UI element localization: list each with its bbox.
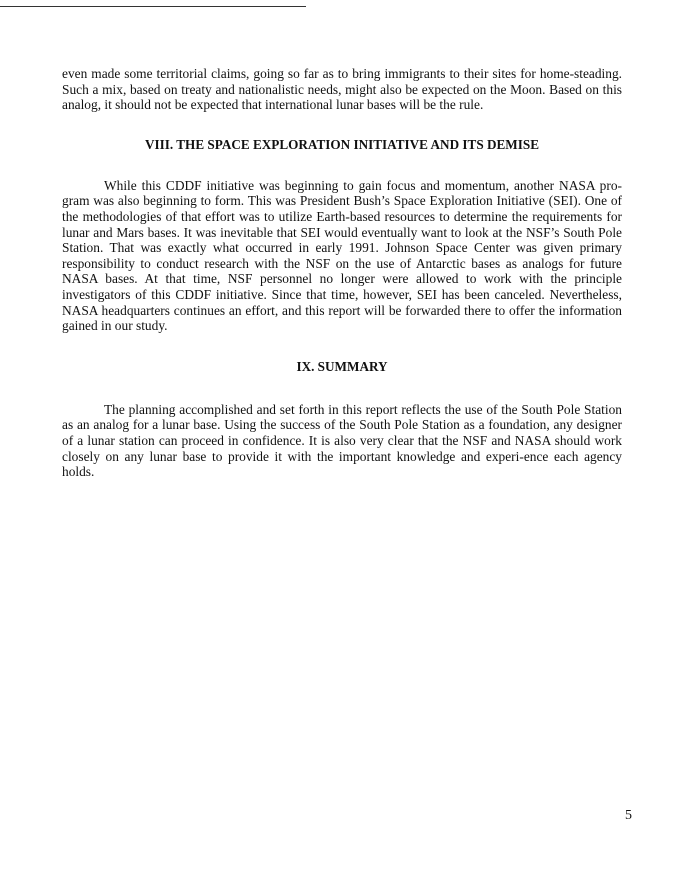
top-rule xyxy=(0,6,306,7)
section-heading-ix: IX. SUMMARY xyxy=(296,358,388,374)
page-content xyxy=(62,66,622,480)
section-heading-viii: VIII. THE SPACE EXPLORATION INITIATIVE AND ITS DEMISE xyxy=(144,136,539,152)
paragraph-sei: While this CDDF initiative was beginning to gain focus and momentum, another NASA pro-gram was also beginning to form. This was President Bush’s Space Exploration Initiative (SEI). One of the methodologies of that effort was to utilize Earth-based resources to determine the requirements for lunar and Mars bases. It was inevitable that SEI would eventually want to look at the NSF’s South Pole Station. That was exactly what occurred in early 1991. Johnson Space Center was given primary responsibility to conduct research with the NSF on the use of Antarctic bases as analogs for future NASA bases. At that time, NSF personnel no longer were allowed to work with the principle investigators of this CDDF initiative. Since that time, however, SEI has been canceled. Nevertheless, NASA headquarters continues an effort, and this report will be forwarded there to offer the information gained in our study. xyxy=(62,177,622,334)
paragraph-continuation: even made some territorial claims, going so far as to bring immigrants to their sites for home-steading. Such a mix, based on treaty and nationalistic needs, might also be expected on the Moon. Based on this analog, it should not be expected that international lunar bases will be the rule. xyxy=(62,66,622,113)
page-number: 5 xyxy=(625,808,632,823)
paragraph-summary: The planning accomplished and set forth in this report reflects the use of the South Pole Station as an analog for a lunar base. Using the success of the South Pole Station as a foundation, any designer of a lunar station can proceed in confidence. It is also very clear that the NSF and NASA should work closely on any lunar base to provide it with the important knowledge and experi-ence each agency holds. xyxy=(62,401,622,480)
